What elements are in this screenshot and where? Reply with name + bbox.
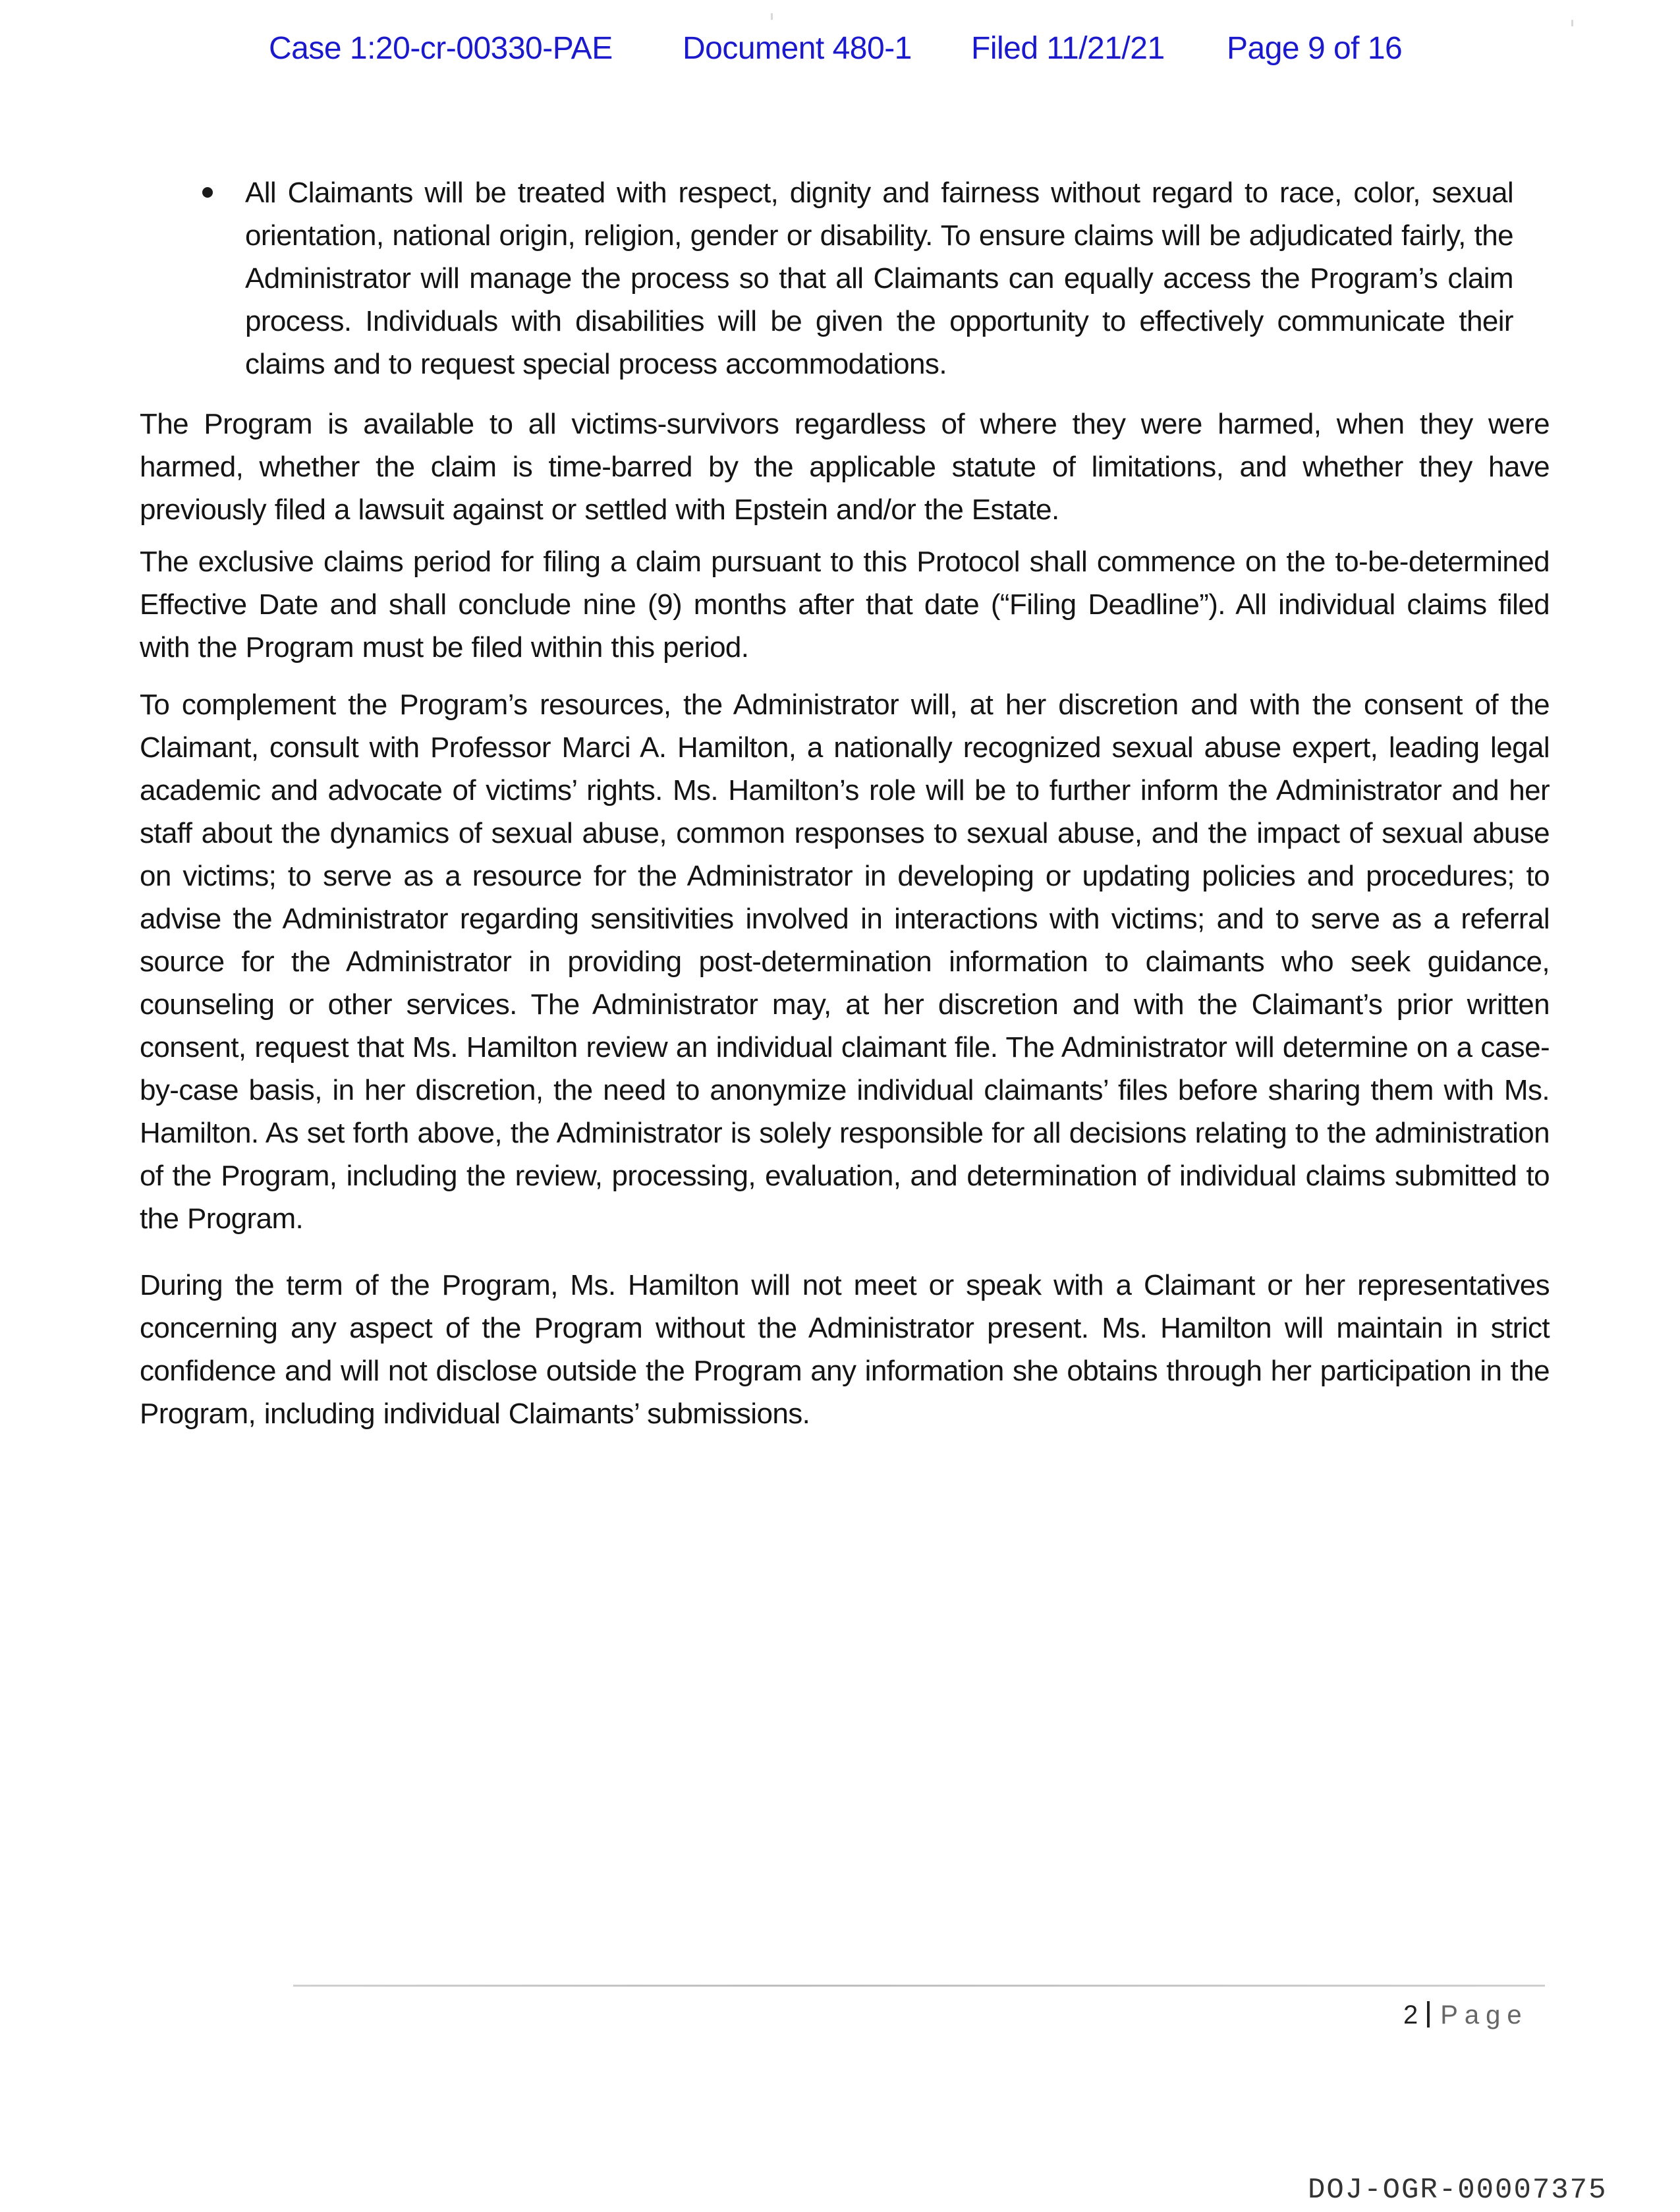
bullet-item [140,171,1513,385]
document-body [140,171,1550,1435]
scan-speck [771,13,773,20]
paragraph-confidentiality: During the term of the Program, Ms. Hamilton will not meet or speak with a Claimant or her representatives concerning any aspect of the Program without the Administrator present. Ms. Hamilton will maintain in strict confidence and will not disclose outside the Program any information she obtains through her participation in the Program, including individual Claimants’ submissions. [140,1269,1550,1430]
page-number-label: Page [1440,2000,1528,2029]
page-number [1403,1997,1528,2033]
bullet-icon [202,187,213,198]
filed-date: Filed 11/21/21 [971,31,1165,66]
page-number-value: 2 [1403,2000,1418,2029]
case-number: Case 1:20-cr-00330-PAE [269,31,613,66]
paragraph-claims-period: The exclusive claims period for filing a claim pursuant to this Protocol shall commence on the to-be-determined Effective Date and shall conclude nine (9) months after that date (“Filing Deadline”). All individual claims filed with the Program must be filed within this period. [140,546,1550,664]
bates-stamp: DOJ-OGR-00007375 [1308,2174,1608,2207]
page-of-total: Page 9 of 16 [1227,31,1403,66]
case-header [269,29,1402,69]
document-number: Document 480-1 [683,31,912,66]
paragraph-expert-consultation: To complement the Program’s resources, the Administrator will, at her discretion and with the consent of the Claimant, consult with Professor Marci A. Hamilton, a nationally recognized sexual abuse expert, leading legal academic and advocate of victims’ rights. Ms. Hamilton’s role will be to further inform the Administrator and her staff about the dynamics of sexual abuse, common responses to sexual abuse, and the impact of sexual abuse on victims; to serve as a resource for the Administrator in developing or updating policies and procedures; to advise the Administrator regarding sensitivities involved in interactions with victims; and to serve as a referral source for the Administrator in providing post-determination information to claimants who seek guidance, counseling or other services. The Administrator may, at her discretion and with the Claimant’s prior written consent, request that Ms. Hamilton review an individual claimant file. The Administrator will determine on a case-by-case basis, in her discretion, the need to anonymize individual claimants’ files before sharing them with Ms. Hamilton. As set forth above, the Administrator is solely responsible for all decisions relating to the administration of the Program, including the review, processing, evaluation, and determination of individual claims submitted to the Program. [140,689,1550,1235]
footer-divider [293,1985,1545,1987]
bullet-text: All Claimants will be treated with respect, dignity and fairness without regard to race, color, sexual orientation, national origin, religion, gender or disability. To ensure claims will be adjudicated fairly, the Administrator will manage the process so that all Claimants can equally access the Program’s claim process. Individuals with disabilities will be given the opportunity to effectively communicate their claims and to request special process accommodations. [245,177,1513,380]
paragraph-eligibility: The Program is available to all victims-survivors regardless of where they were harmed, when they were harmed, whether the claim is time-barred by the applicable statute of limitations, and whether they have previously filed a lawsuit against or settled with Epstein and/or the Estate. [140,408,1550,526]
page-number-separator [1427,2001,1430,2028]
scan-speck [1571,20,1573,26]
